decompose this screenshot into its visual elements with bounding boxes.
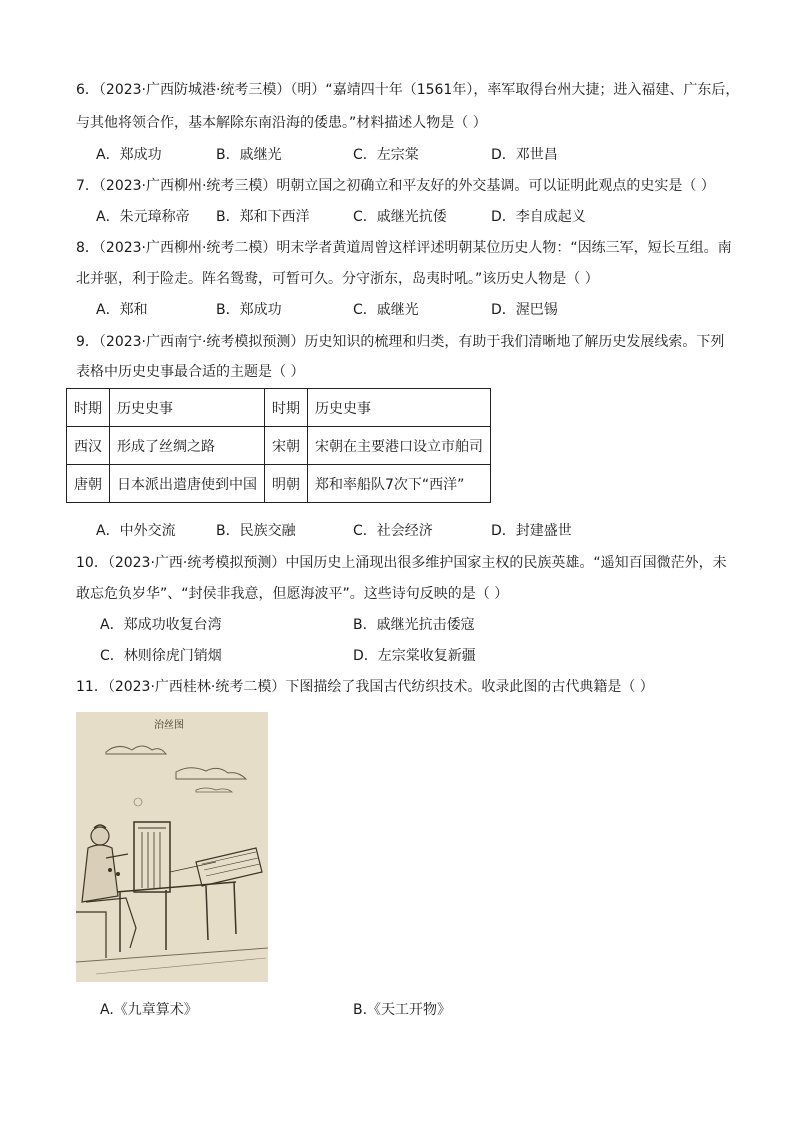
- table-cell: 西汉: [67, 427, 110, 465]
- question-6-text-line2: 与其他将领合作，基本解除东南沿海的倭患。”材料描述人物是（ ）: [76, 115, 487, 131]
- question-10-option-d: D．左宗棠收复新疆: [353, 648, 476, 664]
- table-cell: 唐朝: [67, 465, 110, 503]
- table-header-cell: 历史史事: [308, 389, 491, 427]
- question-10-option-c: C．林则徐虎门销烟: [100, 648, 222, 664]
- question-7-option-a: A．朱元璋称帝: [96, 209, 190, 225]
- question-11-option-a: A.《九章算术》: [100, 1002, 198, 1018]
- question-9-text-line2: 表格中历史史事最合适的主题是（ ）: [76, 364, 305, 380]
- question-9-option-d: D．封建盛世: [491, 523, 572, 539]
- question-10-text-line2: 敢忘危负岁华”、“封侯非我意，但愿海波平”。这些诗句反映的是（ ）: [76, 586, 509, 602]
- question-9-option-b: B．民族交融: [216, 523, 296, 539]
- table-cell: 宋朝在主要港口设立市舶司: [308, 427, 491, 465]
- question-6-option-b: B．戚继光: [216, 147, 282, 163]
- question-7-option-c: C．戚继光抗倭: [353, 209, 447, 225]
- table-cell: 形成了丝绸之路: [110, 427, 265, 465]
- question-6-option-c: C．左宗棠: [353, 147, 419, 163]
- table-cell: 宋朝: [265, 427, 308, 465]
- question-10-option-b: B．戚继光抗击倭寇: [353, 617, 475, 633]
- loom-drawing: [76, 712, 268, 982]
- question-9-option-a: A．中外交流: [96, 523, 176, 539]
- question-7-option-b: B．郑和下西洋: [216, 209, 310, 225]
- table-header-cell: 历史史事: [110, 389, 265, 427]
- table-cell: 日本派出遣唐使到中国: [110, 465, 265, 503]
- question-7-option-d: D．李自成起义: [491, 209, 586, 225]
- question-11-option-b: B.《天工开物》: [353, 1002, 452, 1018]
- question-9-option-c: C．社会经济: [353, 523, 433, 539]
- question-9-text-line1: 9．（2023·广西南宁·统考模拟预测）历史知识的梳理和归类，有助于我们清晰地了解历史发展线索。下列: [76, 334, 725, 350]
- table-cell: 郑和率船队7次下“西洋”: [308, 465, 491, 503]
- weaving-loom-illustration: [76, 712, 268, 982]
- question-6-option-d: D．邓世昌: [491, 147, 558, 163]
- table-row: [67, 465, 491, 503]
- question-6-text-line1: 6．（2023·广西防城港·统考三模）（明）“嘉靖四十年（1561年），率军取得台州大捷；进入福建、广东后，: [76, 82, 740, 98]
- question-8-text-line1: 8．（2023·广西柳州·统考二模）明末学者黄道周曾这样评述明朝某位历史人物：“因练三军，短长互组。南: [76, 240, 732, 256]
- question-11-text: 11．（2023·广西桂林·统考二模）下图描绘了我国古代纺织技术。收录此图的古代典籍是（ ）: [76, 679, 654, 695]
- table-header-row: [67, 389, 491, 427]
- question-6-option-a: A．郑成功: [96, 147, 162, 163]
- question-7-text: 7．（2023·广西柳州·统考三模）明朝立国之初确立和平友好的外交基调。可以证明此观点的史实是（ ）: [76, 178, 715, 194]
- table-cell: 明朝: [265, 465, 308, 503]
- history-events-table: [66, 388, 491, 503]
- table-header-cell: 时期: [67, 389, 110, 427]
- question-8-text-line2: 北并驱，利于险走。阵名鸳鸯，可暂可久。分守浙东，岛夷时吼。”该历史人物是（ ）: [76, 271, 599, 287]
- table-header-cell: 时期: [265, 389, 308, 427]
- figure-caption: 治丝图: [154, 720, 184, 731]
- question-8-option-b: B．郑成功: [216, 302, 282, 318]
- table-row: [67, 427, 491, 465]
- question-8-option-c: C．戚继光: [353, 302, 419, 318]
- question-10-text-line1: 10．（2023·广西·统考模拟预测）中国历史上涌现出很多维护国家主权的民族英雄。“遥知百国微茫外，未: [76, 555, 727, 571]
- question-8-option-a: A．郑和: [96, 302, 148, 318]
- question-10-option-a: A．郑成功收复台湾: [100, 617, 222, 633]
- question-8-option-d: D．渥巴锡: [491, 302, 558, 318]
